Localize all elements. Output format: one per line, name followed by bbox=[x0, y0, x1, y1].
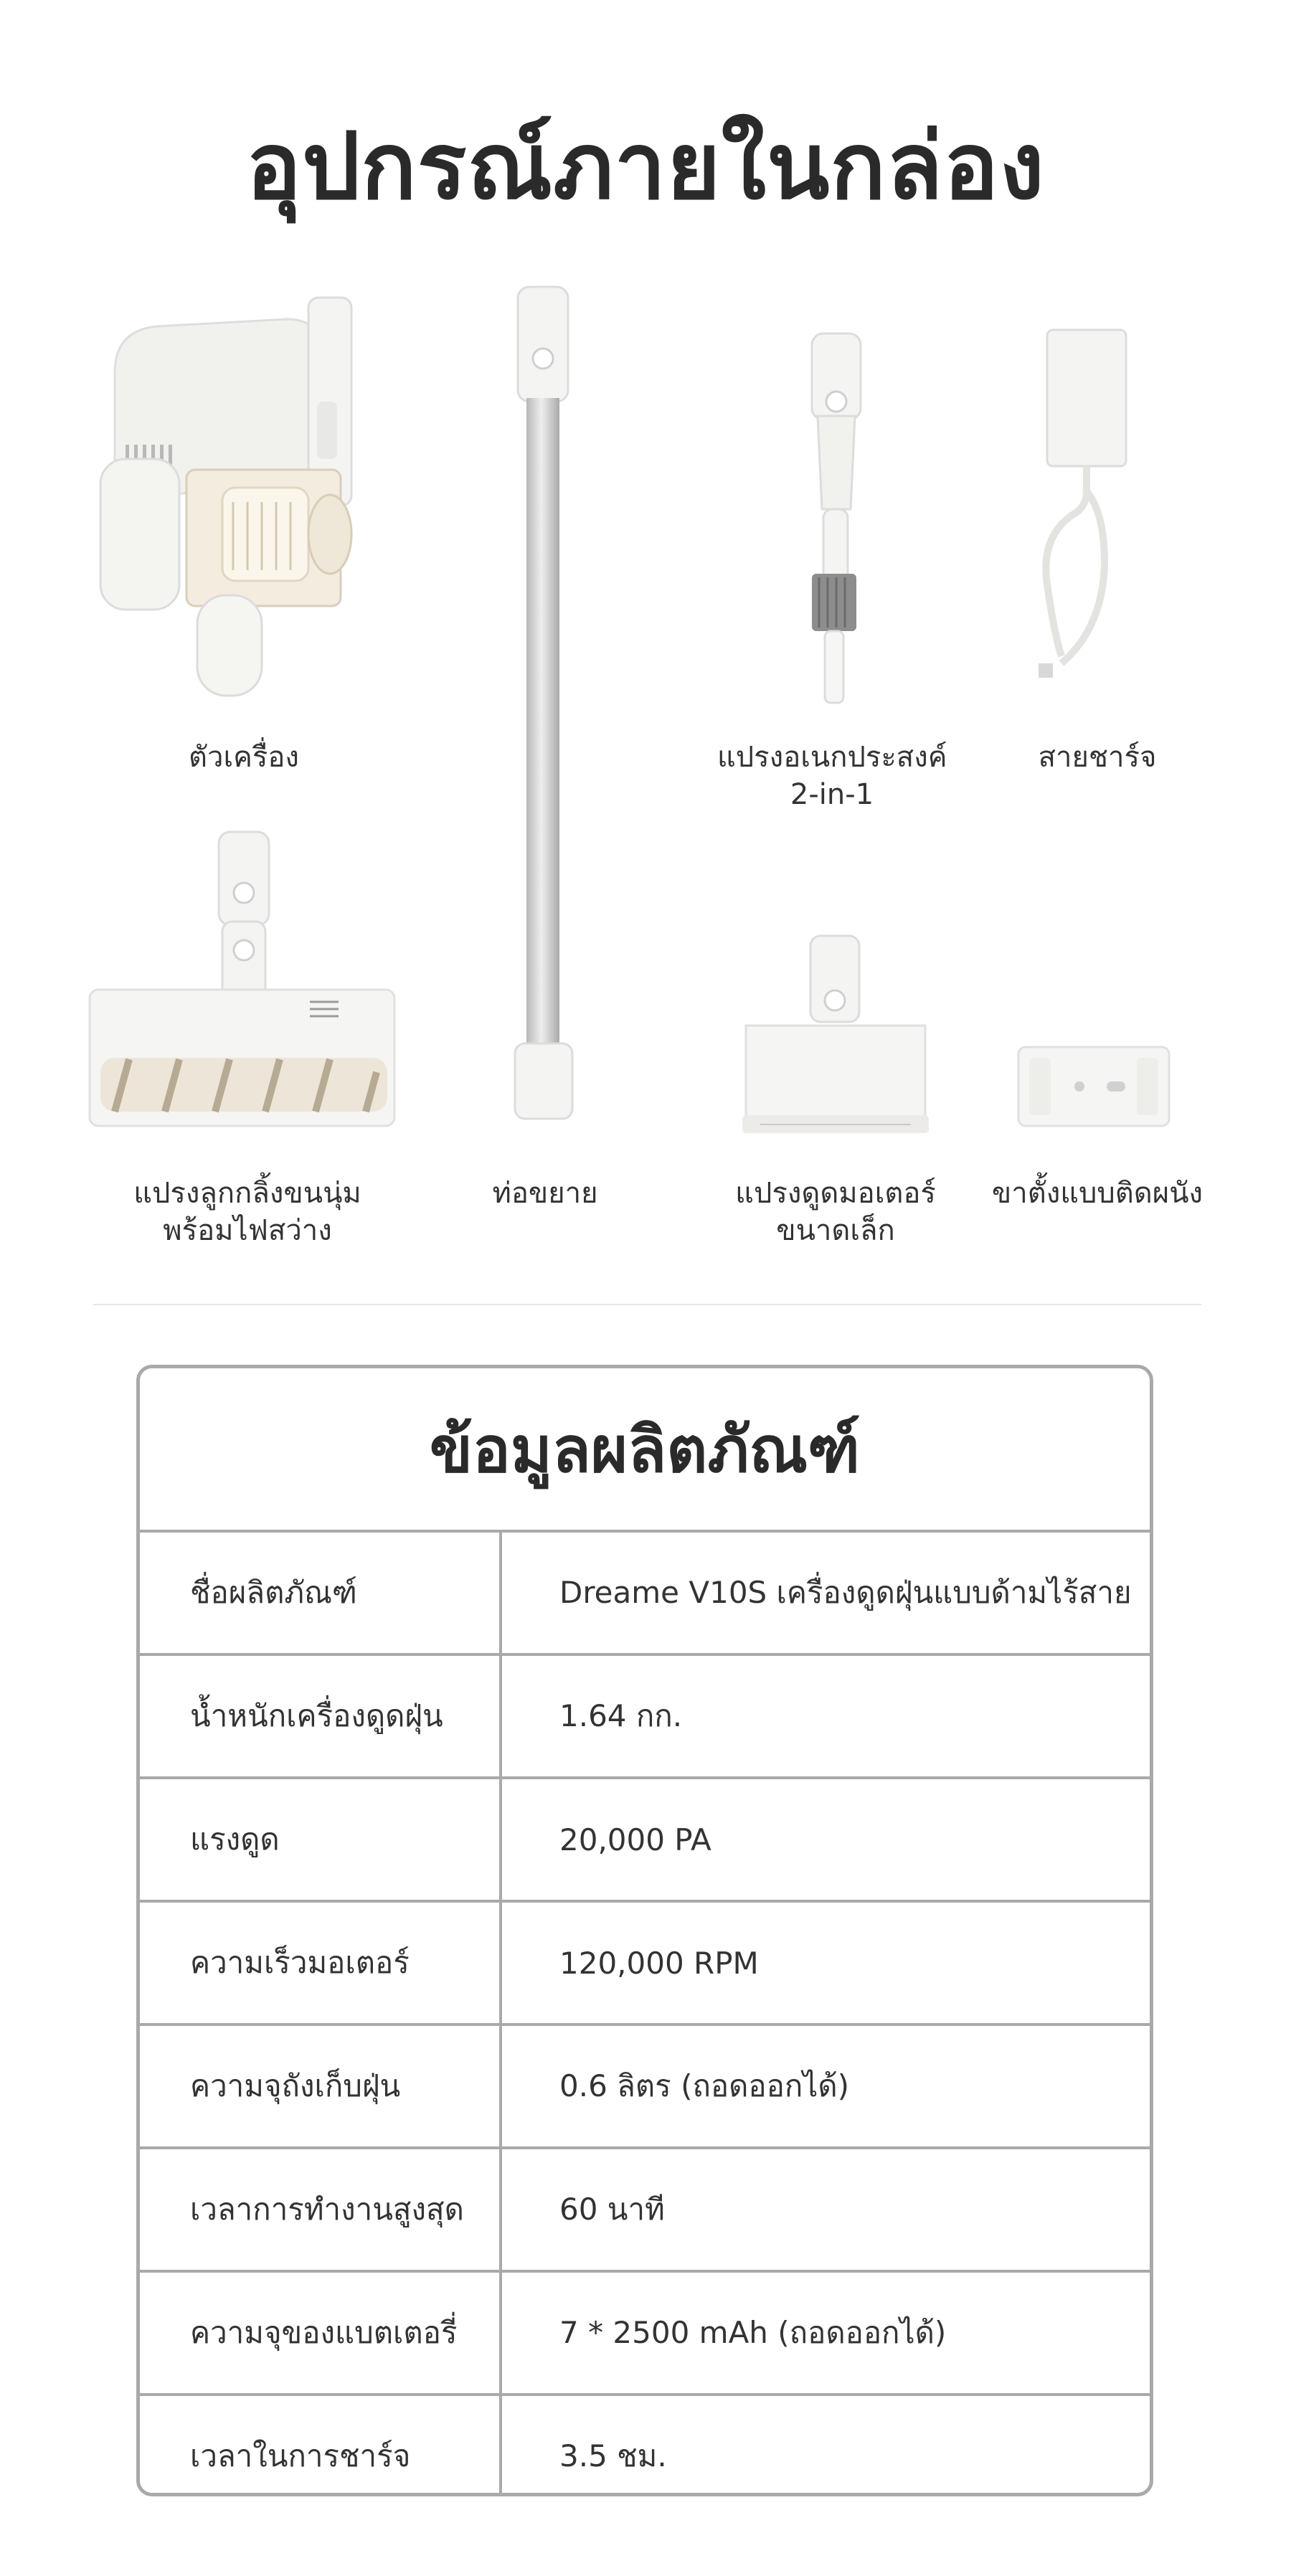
table-row bbox=[140, 1533, 1150, 1656]
spec-table-title: ข้อมูลผลิตภัณฑ์ bbox=[140, 1368, 1150, 1533]
table-row bbox=[140, 2273, 1150, 2396]
table-row bbox=[140, 2149, 1150, 2273]
spec-label: ความจุของแบตเตอรี่ bbox=[140, 2273, 502, 2393]
table-row bbox=[140, 1903, 1150, 2026]
spec-label: ความเร็วมอเตอร์ bbox=[140, 1903, 502, 2023]
spec-value: 0.6 ลิตร (ถอดออกได้) bbox=[559, 2068, 850, 2103]
item-caption-extension-tube: ท่อขยาย bbox=[492, 1177, 598, 1210]
spec-value: 60 นาที bbox=[559, 2192, 665, 2227]
table-row bbox=[140, 1779, 1150, 1903]
product-spec-table bbox=[136, 1365, 1153, 2496]
table-row bbox=[140, 1656, 1150, 1779]
table-row bbox=[140, 2396, 1150, 2496]
item-caption-two-in-one-brush: แปรงอเนกประสงค์ 2-in-1 bbox=[717, 741, 947, 811]
item-caption-charger: สายชาร์จ bbox=[1038, 741, 1157, 774]
item-caption-soft-roller-brush: แปรงลูกกลิ้งขนนุ่ม พร้อมไฟสว่าง bbox=[133, 1177, 361, 1247]
page-title: อุปกรณ์ภายในกล่อง bbox=[246, 113, 1045, 220]
soft-roller-brush-image bbox=[86, 828, 402, 1130]
main-unit-image bbox=[86, 287, 366, 703]
extension-tube-image bbox=[502, 283, 588, 1122]
item-caption-mini-motor-brush: แปรงดูดมอเตอร์ ขนาดเล็ก bbox=[735, 1177, 936, 1247]
spec-value: 20,000 PA bbox=[559, 1822, 711, 1857]
two-in-one-brush-image bbox=[796, 330, 875, 710]
spec-value: 3.5 ชม. bbox=[559, 2438, 667, 2473]
item-caption-wall-mount: ขาตั้งแบบติดผนัง bbox=[991, 1177, 1203, 1210]
mini-motor-brush-image bbox=[732, 932, 940, 1140]
spec-label: ความจุถังเก็บฝุ่น bbox=[140, 2026, 502, 2146]
charger-image bbox=[1018, 326, 1155, 706]
spec-label: เวลาในการชาร์จ bbox=[140, 2396, 502, 2496]
spec-value: 1.64 กก. bbox=[559, 1698, 683, 1733]
spec-label: แรงดูด bbox=[140, 1779, 502, 1900]
spec-value: 7 * 2500 mAh (ถอดออกได้) bbox=[559, 2315, 947, 2350]
wall-mount-image bbox=[1015, 1040, 1173, 1133]
table-row bbox=[140, 2026, 1150, 2149]
section-divider bbox=[93, 1304, 1201, 1305]
item-caption-main-unit: ตัวเครื่อง bbox=[189, 741, 299, 774]
spec-value: Dreame V10S เครื่องดูดฝุ่นแบบด้ามไร้สาย bbox=[559, 1575, 1132, 1610]
spec-label: น้ำหนักเครื่องดูดฝุ่น bbox=[140, 1656, 502, 1776]
spec-label: เวลาการทำงานสูงสุด bbox=[140, 2149, 502, 2270]
spec-label: ชื่อผลิตภัณฑ์ bbox=[140, 1533, 502, 1653]
spec-value: 120,000 RPM bbox=[559, 1945, 759, 1981]
